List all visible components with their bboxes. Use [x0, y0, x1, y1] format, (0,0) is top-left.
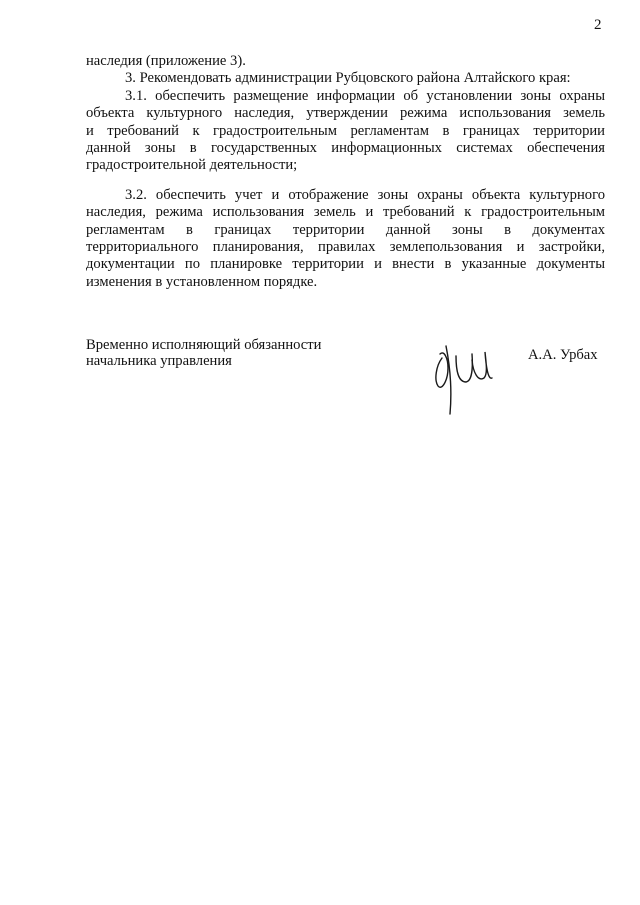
page-number: 2	[594, 17, 602, 33]
paragraph-line: наследия, режима использования земель и требований к градостроительным	[86, 204, 605, 221]
paragraph-line: данной зоны в государственных информационных системах обеспечения	[86, 140, 605, 157]
signatory-position	[86, 338, 321, 369]
paragraph-line: изменения в установленном порядке.	[86, 273, 318, 290]
paragraph-line: документации по планировке территории и внести в указанные документы	[86, 256, 605, 273]
paragraph-line: градостроительной деятельности;	[86, 157, 298, 174]
paragraph-line: регламентам в границах территории данной зоны в документах	[86, 221, 605, 238]
document-body	[86, 53, 605, 291]
paragraph-line: 3.1. обеспечить размещение информации об установлении зоны охраны	[125, 87, 605, 104]
paragraph-line: объекта культурного наследия, утверждении режима использования земель	[86, 105, 605, 122]
paragraph-line: территориального планирования, правилах землепользования и застройки,	[86, 239, 605, 256]
paragraph-line: наследия (приложение 3).	[86, 53, 246, 69]
position-line: начальника управления	[86, 352, 232, 369]
signatory-name: А.А. Урбах	[528, 347, 598, 363]
handwritten-signature-icon	[426, 336, 506, 418]
paragraph-line: 3. Рекомендовать администрации Рубцовского района Алтайского края:	[125, 70, 571, 87]
paragraph-line: 3.2. обеспечить учет и отображение зоны охраны объекта культурного	[125, 186, 605, 203]
paragraph-line: и требований к градостроительным регламентам в границах территории	[86, 122, 605, 139]
position-line: Временно исполняющий обязанности	[86, 337, 322, 353]
